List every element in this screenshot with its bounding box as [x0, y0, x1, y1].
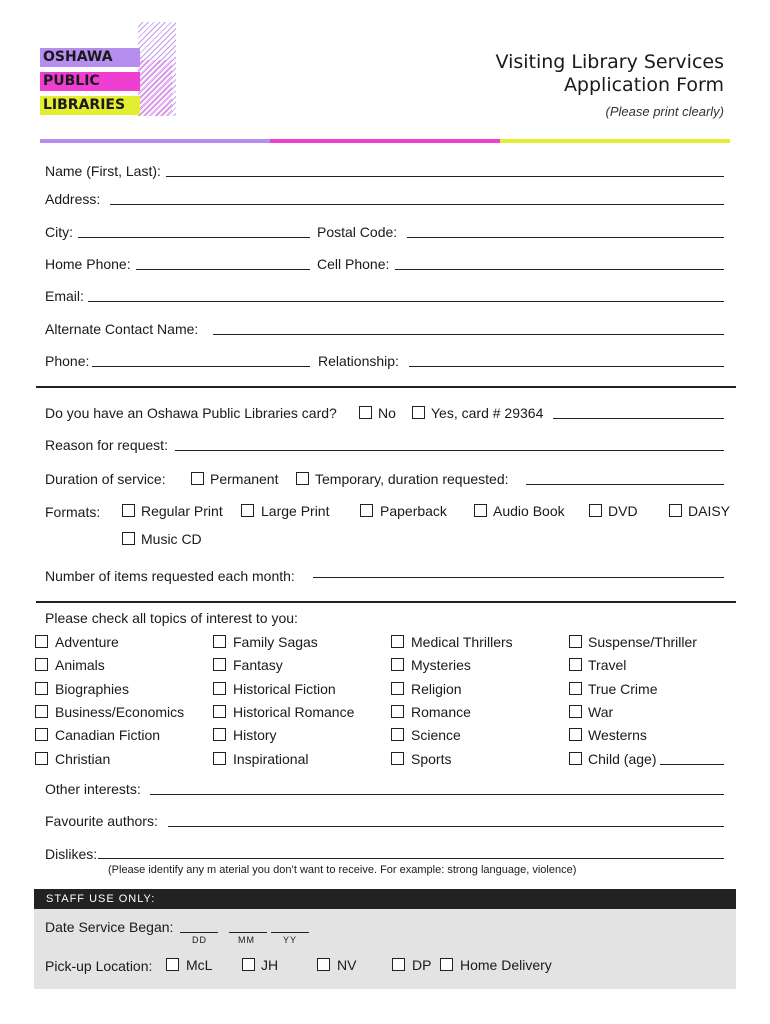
postal-code-field[interactable]	[407, 237, 724, 238]
topic-label: Romance	[411, 704, 471, 720]
cell-phone-label: Cell Phone:	[317, 256, 390, 272]
pickup-home-delivery-checkbox[interactable]	[440, 958, 453, 971]
favourite-authors-field[interactable]	[168, 826, 724, 827]
pickup-dp-label: DP	[412, 957, 432, 973]
pickup-nv-checkbox[interactable]	[317, 958, 330, 971]
topic-checkbox[interactable]	[391, 728, 404, 741]
rule-magenta	[270, 139, 500, 143]
topic-checkbox[interactable]	[35, 658, 48, 671]
formats-label: Formats:	[45, 504, 101, 520]
email-label: Email:	[45, 288, 84, 304]
card-no-label: No	[378, 405, 396, 421]
topic-label: History	[233, 727, 277, 743]
topic-label: Christian	[55, 751, 111, 767]
name-label: Name (First, Last):	[45, 163, 161, 179]
pickup-jh-label: JH	[261, 957, 279, 973]
temporary-label: Temporary, duration requested:	[315, 471, 509, 487]
format-music-cd-checkbox[interactable]	[122, 532, 135, 545]
dislikes-label: Dislikes:	[45, 846, 98, 862]
topic-checkbox[interactable]	[35, 635, 48, 648]
permanent-label: Permanent	[210, 471, 279, 487]
topic-label: Medical Thrillers	[411, 634, 513, 650]
topic-label: Religion	[411, 681, 462, 697]
other-interests-field[interactable]	[150, 794, 724, 795]
pickup-mcl-label: McL	[186, 957, 213, 973]
logo-oshawa: OSHAWA	[40, 48, 140, 67]
other-interests-label: Other interests:	[45, 781, 141, 797]
format-audio-book-label: Audio Book	[493, 503, 565, 519]
format-paperback-checkbox[interactable]	[360, 504, 373, 517]
duration-label: Duration of service:	[45, 471, 166, 487]
format-dvd-checkbox[interactable]	[589, 504, 602, 517]
topic-label: Adventure	[55, 634, 119, 650]
logo-libraries: LIBRARIES	[40, 96, 140, 115]
format-music-cd-label: Music CD	[141, 531, 202, 547]
format-daisy-label: DAISY	[688, 503, 731, 519]
topic-checkbox[interactable]	[213, 705, 226, 718]
pickup-home-delivery-label: Home Delivery	[460, 957, 552, 973]
favourite-authors-label: Favourite authors:	[45, 813, 158, 829]
section-divider-1	[36, 386, 736, 388]
name-field[interactable]	[166, 176, 724, 177]
home-phone-field[interactable]	[136, 269, 310, 270]
topic-checkbox[interactable]	[391, 752, 404, 765]
home-phone-label: Home Phone:	[45, 256, 131, 272]
alt-contact-label: Alternate Contact Name:	[45, 321, 199, 337]
email-field[interactable]	[88, 301, 724, 302]
relationship-label: Relationship:	[318, 353, 399, 369]
pickup-location-label: Pick-up Location:	[45, 958, 153, 974]
topic-checkbox[interactable]	[569, 752, 582, 765]
phone-label: Phone:	[45, 353, 90, 369]
pickup-nv-label: NV	[337, 957, 357, 973]
topic-checkbox[interactable]	[213, 728, 226, 741]
form-title-line2: Application Form	[563, 74, 724, 96]
topic-label: War	[588, 704, 614, 720]
permanent-checkbox[interactable]	[191, 472, 204, 485]
child-age-field[interactable]	[660, 764, 724, 765]
format-paperback-label: Paperback	[380, 503, 447, 519]
format-large-print-checkbox[interactable]	[241, 504, 254, 517]
phone-field[interactable]	[92, 366, 310, 367]
format-audio-book-checkbox[interactable]	[474, 504, 487, 517]
topic-label: Mysteries	[411, 657, 471, 673]
city-field[interactable]	[78, 237, 310, 238]
topic-label: Fantasy	[233, 657, 283, 673]
topic-label: Westerns	[588, 727, 647, 743]
topic-checkbox[interactable]	[213, 682, 226, 695]
topic-label: Animals	[55, 657, 105, 673]
topic-checkbox[interactable]	[391, 635, 404, 648]
alt-contact-field[interactable]	[213, 334, 724, 335]
topic-label: Suspense/Thriller	[588, 634, 697, 650]
topic-checkbox[interactable]	[213, 658, 226, 671]
topic-checkbox[interactable]	[569, 705, 582, 718]
mm-label: MM	[238, 935, 255, 945]
form-subtitle: (Please print clearly)	[605, 104, 724, 119]
date-service-label: Date Service Began:	[45, 919, 174, 935]
topic-label: Historical Romance	[233, 704, 355, 720]
dislikes-field[interactable]	[98, 858, 724, 859]
rule-purple	[40, 139, 270, 143]
form-title-line1: Visiting Library Services	[495, 51, 724, 73]
rule-yellow	[500, 139, 730, 143]
pickup-dp-checkbox[interactable]	[392, 958, 405, 971]
topic-label: Canadian Fiction	[55, 727, 161, 743]
reason-label: Reason for request:	[45, 437, 168, 453]
date-dd-field[interactable]	[180, 932, 218, 933]
dislikes-note: (Please identify any m aterial you don’t want to receive. For example: strong language, violence)	[108, 864, 577, 876]
logo-stripes-overlay	[138, 60, 172, 116]
yy-label: YY	[283, 935, 298, 945]
date-mm-field[interactable]	[229, 932, 267, 933]
topic-label: Historical Fiction	[233, 681, 336, 697]
topic-checkbox[interactable]	[213, 752, 226, 765]
pickup-mcl-checkbox[interactable]	[166, 958, 179, 971]
topic-checkbox[interactable]	[35, 682, 48, 695]
temporary-checkbox[interactable]	[296, 472, 309, 485]
card-no-checkbox[interactable]	[359, 406, 372, 419]
topic-label: Travel	[588, 657, 627, 673]
topic-label: Sports	[411, 751, 452, 767]
topic-checkbox[interactable]	[391, 682, 404, 695]
topic-checkbox[interactable]	[569, 728, 582, 741]
pickup-jh-checkbox[interactable]	[242, 958, 255, 971]
topic-checkbox[interactable]	[569, 682, 582, 695]
format-dvd-label: DVD	[608, 503, 638, 519]
items-per-month-field[interactable]	[313, 577, 724, 578]
staff-use-heading: STAFF USE ONLY:	[34, 889, 736, 909]
items-per-month-label: Number of items requested each month:	[45, 568, 295, 584]
section-divider-2	[36, 601, 736, 603]
address-label: Address:	[45, 191, 101, 207]
topic-checkbox[interactable]	[391, 705, 404, 718]
postal-code-label: Postal Code:	[317, 224, 398, 240]
card-number-field[interactable]	[553, 418, 724, 419]
topic-label: Inspirational	[233, 751, 309, 767]
date-yy-field[interactable]	[271, 932, 309, 933]
topic-label: Business/Economics	[55, 704, 185, 720]
topic-checkbox[interactable]	[213, 635, 226, 648]
address-field[interactable]	[110, 204, 724, 205]
topic-checkbox[interactable]	[35, 752, 48, 765]
logo-public: PUBLIC	[40, 72, 140, 91]
format-daisy-checkbox[interactable]	[669, 504, 682, 517]
topic-checkbox[interactable]	[569, 635, 582, 648]
card-question: Do you have an Oshawa Public Libraries card?	[45, 405, 337, 421]
city-label: City:	[45, 224, 73, 240]
topic-label: Biographies	[55, 681, 129, 697]
card-yes-label: Yes, card # 29364	[431, 405, 544, 421]
relationship-field[interactable]	[409, 366, 724, 367]
card-yes-checkbox[interactable]	[412, 406, 425, 419]
format-regular-print-checkbox[interactable]	[122, 504, 135, 517]
topic-checkbox[interactable]	[569, 658, 582, 671]
duration-field[interactable]	[526, 484, 724, 485]
topic-label: True Crime	[588, 681, 658, 697]
cell-phone-field[interactable]	[395, 269, 724, 270]
format-regular-print-label: Regular Print	[141, 503, 223, 519]
dd-label: DD	[192, 935, 207, 945]
topic-label: Family Sagas	[233, 634, 318, 650]
topic-label: Child (age)	[588, 751, 657, 767]
format-large-print-label: Large Print	[261, 503, 330, 519]
topics-heading: Please check all topics of interest to you:	[45, 610, 298, 626]
reason-field[interactable]	[175, 450, 724, 451]
topic-checkbox[interactable]	[35, 728, 48, 741]
topic-checkbox[interactable]	[35, 705, 48, 718]
topic-checkbox[interactable]	[391, 658, 404, 671]
topic-label: Science	[411, 727, 461, 743]
